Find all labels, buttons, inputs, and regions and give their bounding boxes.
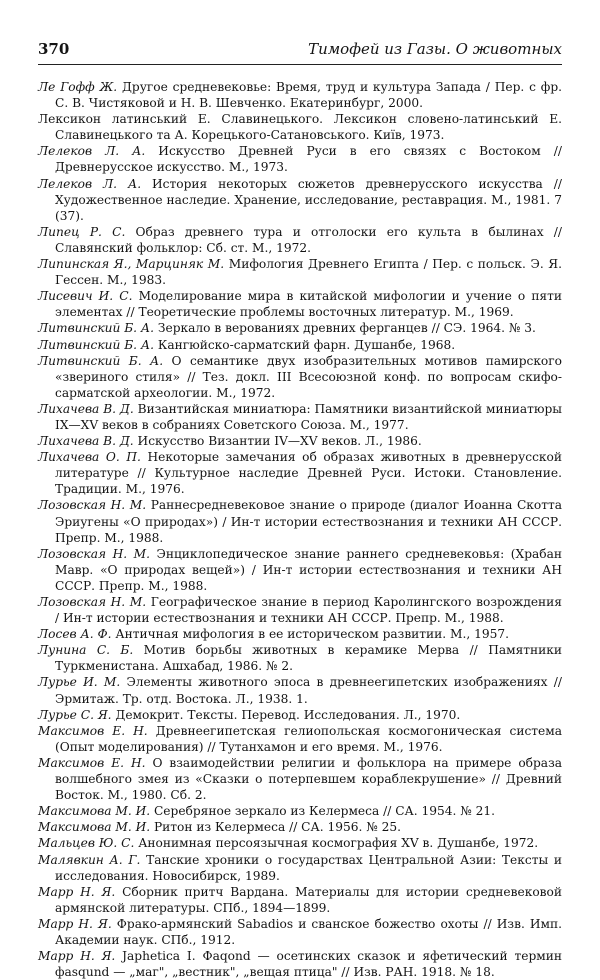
entry-author: Лозовская Н. М. <box>38 498 147 513</box>
bibliography-entry <box>38 176 562 224</box>
bibliography-entry <box>38 256 562 288</box>
bibliography-entry <box>38 288 562 320</box>
entry-author: Лисевич И. С. <box>38 289 133 304</box>
bibliography-entry <box>38 433 562 449</box>
entry-author: Липинская Я., Марциняк М. <box>38 257 225 272</box>
entry-text: Античная мифология в ее историческом развитии. М., 1957. <box>111 627 510 642</box>
entry-author: Максимов Е. Н. <box>38 755 146 770</box>
entry-text: Танские хроники о государствах Центральной Азии: Тексты и исследования. Новосибирск, 1989. <box>55 852 562 883</box>
entry-author: Малявкин А. Г. <box>38 852 141 867</box>
entry-author: Лелеков Л. А. <box>38 144 146 159</box>
bibliography-entry <box>38 707 562 723</box>
entry-author: Максимов Е. Н. <box>38 723 148 738</box>
bibliography-entry <box>38 449 562 497</box>
bibliography-entry <box>38 674 562 706</box>
bibliography-entry <box>38 337 562 353</box>
entry-author: Максимова М. И. <box>38 804 151 819</box>
bibliography-entry <box>38 594 562 626</box>
entry-text: Искусство Древней Руси в его связях с Востоком // Древнерусское искусство. М., 1973. <box>55 144 562 175</box>
bibliography-entry <box>38 111 562 143</box>
bibliography-entry <box>38 852 562 884</box>
bibliography-entry <box>38 819 562 835</box>
entry-text: Элементы животного эпоса в древнеегипетских изображениях // Эрмитаж. Тр. отд. Востока. Л., 1938. 1. <box>55 675 562 706</box>
entry-author: Литвинский Б. А. <box>38 337 155 352</box>
entry-text: О взаимодействии религии и фольклора на примере образа волшебного змея из «Сказки о потерпевшем кораблекрушение» // Древний Восток. М., 1980. Сб. 2. <box>55 755 562 803</box>
entry-author: Лурье И. М. <box>38 675 121 690</box>
entry-text: Мотив борьбы животных в керамике Мерва // Памятники Туркменистана. Ашхабад, 1986. № 2. <box>55 643 562 674</box>
entry-text: О семантике двух изобразительных мотивов памирского «звериного стиля» // Тез. докл. III Всесоюзной конф. по вопросам скифо-сарматской археологии. М., 1972. <box>55 353 562 400</box>
entry-text: Зеркало в верованиях древних ферганцев // СЭ. 1964. № 3. <box>154 321 536 336</box>
bibliography-entry <box>38 642 562 674</box>
bibliography-entry <box>38 401 562 433</box>
entry-author: Липец Р. С. <box>38 224 126 239</box>
bibliography-entry <box>38 755 562 803</box>
entry-text: Лексикон латинський Е. Славинецького. Лексикон словено-латинський Е. Славинецького та А. Корецького-Сатановського. Київ, 1973. <box>38 112 562 143</box>
entry-text: Энциклопедическое знание раннего средневековья: (Храбан Мавр. «О природах вещей») / Ин-т истории естествознания и техники АН СССР. Препр. М., 1988. <box>55 546 562 593</box>
entry-text: Сборник притч Вардана. Материалы для истории средневековой армянской литературы. СПб., 1894—1899. <box>55 884 562 915</box>
page-header <box>38 40 562 65</box>
entry-text: Демокрит. Тексты. Перевод. Исследования. Л., 1970. <box>111 707 461 722</box>
running-title: Тимофей из Газы. О животных <box>308 40 562 58</box>
entry-author: Марр Н. Я. <box>38 916 112 931</box>
entry-author: Мальцев Ю. С. <box>38 836 135 851</box>
entry-author: Лихачева В. Д. <box>38 401 134 416</box>
entry-text: Japhetica I. Фaqond — осетинских сказок и яфетический термин фasqund — „маг", „вестник", „вещая птица" // Изв. РАН. 1918. № 18. <box>55 949 562 980</box>
entry-author: Ле Гофф Ж. <box>38 80 118 94</box>
entry-text: Искусство Византии IV—XV веков. Л., 1986. <box>133 434 422 449</box>
entry-text: Фрако-армянский Sabadios и сванское божество охоты // Изв. Имп. Академии наук. СПб., 1912. <box>55 916 562 947</box>
entry-author: Лунина С. Б. <box>38 643 134 658</box>
entry-author: Лозовская Н. М. <box>38 546 150 561</box>
entry-author: Лихачева О. П. <box>38 450 141 465</box>
entry-author: Лосев А. Ф. <box>38 627 112 642</box>
bibliography-entry <box>38 224 562 256</box>
entry-text: Другое средневековье: Время, труд и культура Запада / Пер. с фр. С. В. Чистяковой и Н. В. Шевченко. Екатеринбург, 2000. <box>55 80 563 111</box>
page-number: 370 <box>38 40 70 58</box>
bibliography-entry <box>38 143 562 175</box>
bibliography-entry <box>38 803 562 819</box>
bibliography-entry <box>38 884 562 916</box>
entry-text: Древнеегипетская гелиопольская космогоническая система (Опыт моделирования) // Тутанхамон и его время. М., 1976. <box>55 723 562 754</box>
entry-text: Ритон из Келермеса // СА. 1956. № 25. <box>150 820 402 835</box>
entry-text: Моделирование мира в китайской мифологии и учение о пяти элементах // Теоретические проблемы восточных литератур. М., 1969. <box>55 289 562 320</box>
bibliography-list <box>38 79 562 980</box>
entry-author: Марр Н. Я. <box>38 949 116 964</box>
bibliography-entry <box>38 497 562 545</box>
bibliography-entry <box>38 723 562 755</box>
bibliography-entry <box>38 546 562 594</box>
entry-text: Образ древнего тура и отголоски его культа в былинах // Славянский фольклор: Сб. ст. М., 1972. <box>55 224 563 255</box>
entry-author: Лелеков Л. А. <box>38 176 142 191</box>
entry-author: Лурье С. Я. <box>38 707 112 722</box>
entry-author: Литвинский Б. А. <box>38 353 164 368</box>
entry-author: Литвинский Б. А. <box>38 321 155 336</box>
entry-author: Лозовская Н. М. <box>38 595 147 609</box>
bibliography-entry <box>38 353 562 401</box>
entry-text: Мифология Древнего Египта / Пер. с польск. Э. Я. Гессен. М., 1983. <box>55 257 562 288</box>
entry-text: История некоторых сюжетов древнерусского искусства // Художественное наследие. Хранение, исследование, реставрация. М., 1981. 7 (37). <box>55 176 562 223</box>
entry-text: Некоторые замечания об образах животных в древнерусской литературе // Культурное наследие Древней Руси. Истоки. Становление. Традиции. М., 1976. <box>55 450 562 497</box>
bibliography-entry <box>38 626 562 642</box>
entry-text: Раннесредневековое знание о природе (диалог Иоанна Скотта Эриугены «О природах») / Ин-т истории естествознания и техники АН СССР. Препр. М., 1988. <box>55 498 562 545</box>
entry-text: Анонимная персоязычная космография XV в. Душанбе, 1972. <box>134 836 539 851</box>
entry-text: Византийская миниатюра: Памятники византийской миниатюры IX—XV веков в собраниях Советского Союза. М., 1977. <box>55 401 562 432</box>
entry-text: Серебряное зеркало из Келермеса // СА. 1954. № 21. <box>150 804 496 819</box>
bibliography-entry <box>38 835 562 851</box>
entry-text: Кангюйско-сарматский фарн. Душанбе, 1968. <box>154 337 456 352</box>
bibliography-entry <box>38 320 562 336</box>
entry-author: Лихачева В. Д. <box>38 434 134 449</box>
bibliography-entry <box>38 916 562 948</box>
bibliography-entry <box>38 948 562 980</box>
entry-author: Марр Н. Я. <box>38 884 116 899</box>
entry-author: Максимова М. И. <box>38 820 151 835</box>
bibliography-entry <box>38 79 562 111</box>
entry-text: Географическое знание в период Каролингского возрождения / Ин-т истории естествознания и техники АН СССР. Препр. М., 1988. <box>55 595 562 626</box>
